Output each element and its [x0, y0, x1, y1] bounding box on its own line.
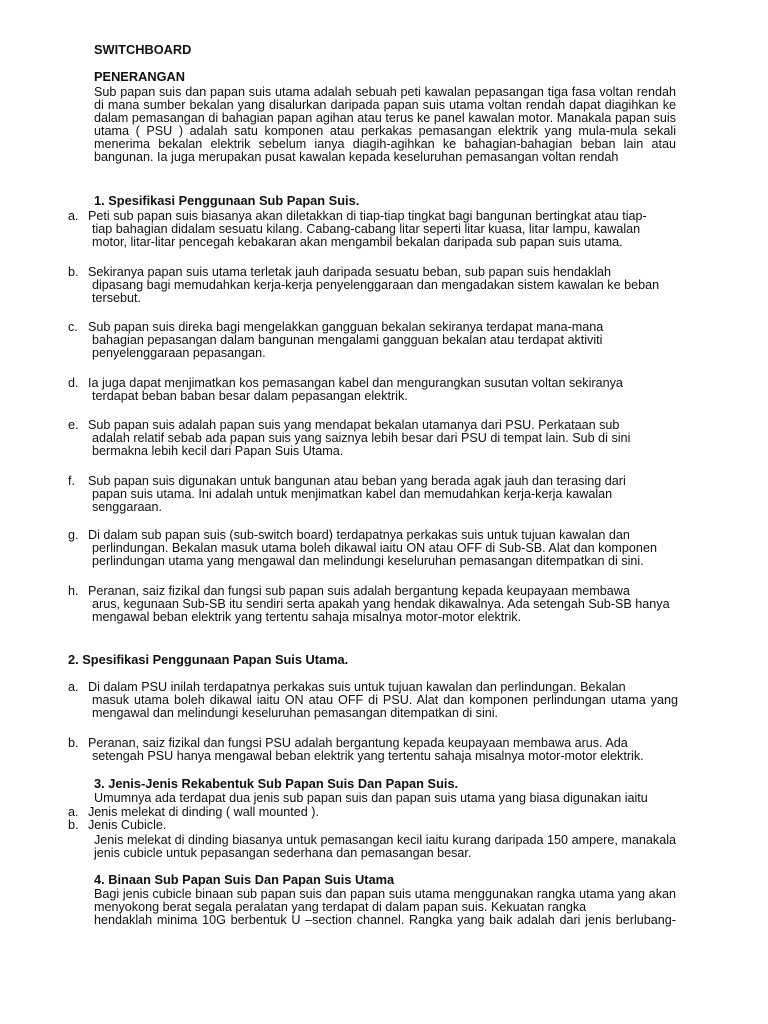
- item-continuation: adalah relatif sebab ada papan suis yang saiznya lebih besar dari PSU di tempat lain. Sub di sini bermakna lebih kecil dari Papan Suis Utama.: [92, 430, 631, 458]
- item-continuation: tiap bahagian didalam sesuatu kilang. Cabang-cabang litar seperti litar kuasa, litar lampu, kawalan motor, litar-litar pencegah kebakaran akan mengambil bekalan daripada sub papan suis utama.: [92, 221, 641, 249]
- item-first-line: Peranan, saiz fizikal dan fungsi sub papan suis adalah bergantung kepada keupayaan membawa: [88, 584, 630, 598]
- item-continuation: setengah PSU hanya mengawal beban elektrik yang tertentu sahaja misalnya motor-motor elektrik.: [92, 748, 644, 763]
- item-continuation: terdapat beban baban besar dalam pepasangan elektrik.: [92, 388, 408, 403]
- document-title: SWITCHBOARD: [94, 42, 192, 57]
- item-marker: e.: [68, 418, 79, 432]
- item-first-line: Sub papan suis direka bagi mengelakkan gangguan bekalan sekiranya terdapat mana-mana: [88, 320, 604, 334]
- section-4-heading: 4. Binaan Sub Papan Suis Dan Papan Suis Utama: [94, 872, 395, 887]
- item-first-line: Di dalam sub papan suis (sub-switch board) terdapatnya perkakas suis untuk tujuan kawalan dan: [88, 528, 630, 542]
- item-marker: a.: [68, 209, 79, 223]
- item-marker: g.: [68, 528, 79, 542]
- section-4-last-line: hendaklah minima 10G berbentuk U –section channel. Rangka yang baik adalah dari jenis berlubang-: [94, 912, 676, 927]
- item-first-line: Sub papan suis digunakan untuk bangunan atau beban yang berada agak jauh dan terasing dari: [88, 474, 626, 488]
- item-continuation: masuk utama boleh dikawal iaitu ON atau OFF di PSU. Alat dan komponen perlindungan utama yang mengawal dan melindungi keseluruhan pemasangan ditempatkan di sini.: [92, 692, 678, 720]
- section-1-item-a: [68, 210, 678, 249]
- item-continuation: dipasang bagi memudahkan kerja-kerja penyelenggaraan dan mengadakan sistem kawalan ke beban tersebut.: [92, 277, 660, 305]
- penerangan-paragraph: Sub papan suis dan papan suis utama adalah sebuah peti kawalan pepasangan tiga fasa voltan rendah di mana sumber bekalan yang disalurkan daripada papan suis utama voltan rendah dapat diagihkan ke dalam pemasangan di bahagian papan agihan atau terus ke panel kawalan motor. Manakala papan suis utama ( PSU ) adalah satu komponen atau perkakas pemasangan elektrik yang mula-mula sekali menerima bekalan elektrik sebelum ianya diagih-agihkan ke bahagian-bahagian beban lain atau bangunan. Ia juga merupakan pusat kawalan kepada keseluruhan pemasangan voltan rendah: [94, 85, 676, 164]
- item-first-line: Peranan, saiz fizikal dan fungsi PSU adalah bergantung kepada keupayaan membawa arus. Ada: [88, 736, 628, 750]
- item-first-line: Sekiranya papan suis utama terletak jauh daripada sesuatu beban, sub papan suis hendaklah: [88, 265, 612, 279]
- item-first-line: Ia juga dapat menjimatkan kos pemasangan kabel dan mengurangkan susutan voltan sekiranya: [88, 376, 623, 390]
- item-marker: a.: [68, 680, 79, 694]
- item-marker: d.: [68, 376, 79, 390]
- item-marker: h.: [68, 584, 79, 598]
- section-1-item-g: [68, 529, 678, 568]
- section-3-heading: 3. Jenis-Jenis Rekabentuk Sub Papan Suis Dan Papan Suis.: [94, 776, 459, 791]
- section-3-list: [68, 806, 678, 832]
- section-2-heading: 2. Spesifikasi Penggunaan Papan Suis Utama.: [68, 652, 349, 667]
- item-marker: b.: [68, 736, 79, 750]
- section-1-item-f: [68, 475, 678, 514]
- section-2-item-b: [68, 737, 678, 763]
- section-1-item-e: [68, 419, 678, 458]
- item-continuation: papan suis utama. Ini adalah untuk menjimatkan kabel dan memudahkan kerja-kerja kawalan senggaraan.: [92, 486, 613, 514]
- section-2-item-a: [68, 681, 678, 720]
- penerangan-heading: PENERANGAN: [94, 69, 186, 84]
- item-text: Jenis melekat di dinding ( wall mounted ).: [88, 805, 319, 819]
- item-text: Jenis Cubicle.: [88, 817, 167, 832]
- item-marker: f.: [68, 474, 75, 488]
- item-marker: b.: [68, 265, 79, 279]
- item-continuation: bahagian pepasangan dalam bangunan mengalami gangguan bekalan atau terdapat aktiviti penyelenggaraan pepasangan.: [92, 332, 603, 360]
- section-1-heading: 1. Spesifikasi Penggunaan Sub Papan Suis.: [94, 193, 360, 208]
- item-first-line: Di dalam PSU inilah terdapatnya perkakas suis untuk tujuan kawalan dan perlindungan. Bekalan: [88, 680, 626, 694]
- item-first-line: Peti sub papan suis biasanya akan diletakkan di tiap-tiap tingkat bagi bangunan bertingkat atau tiap-: [88, 209, 647, 223]
- section-1-item-b: [68, 266, 678, 305]
- section-3-tail: Jenis melekat di dinding biasanya untuk pemasangan kecil iaitu kurang daripada 150 ampere, manakala jenis cubicle untuk pepasangan sederhana dan pemasangan besar.: [94, 833, 676, 860]
- section-1-item-d: [68, 377, 678, 403]
- item-first-line: Sub papan suis adalah papan suis yang mendapat bekalan utamanya dari PSU. Perkataan sub: [88, 418, 620, 432]
- list-item: [68, 819, 678, 832]
- item-continuation: perlindungan. Bekalan masuk utama boleh dikawal iaitu ON atau OFF di Sub-SB. Alat dan komponen perlindungan utama yang mengawal dan melindungi keseluruhan pemasangan ditempatkan di sini.: [92, 540, 657, 568]
- section-4-paragraph: [94, 888, 676, 927]
- item-continuation: arus, kegunaan Sub-SB itu sendiri serta apakah yang hendak dikawalnya. Ada setengah Sub-SB hanya mengawal beban elektrik yang tertentu sahaja misalnya motor-motor elektrik.: [92, 596, 670, 624]
- item-marker: c.: [68, 320, 78, 334]
- section-1-item-h: [68, 585, 678, 624]
- item-marker: a.: [68, 805, 79, 819]
- section-1-item-c: [68, 321, 678, 360]
- item-marker: b.: [68, 817, 79, 832]
- section-3-intro: Umumnya ada terdapat dua jenis sub papan suis dan papan suis utama yang biasa digunakan iaitu: [94, 791, 648, 805]
- section-4-body: Bagi jenis cubicle binaan sub papan suis dan papan suis utama menggunakan rangka utama yang akan menyokong berat segala peralatan yang terdapat di dalam papan suis. Kekuatan rangka: [94, 887, 676, 914]
